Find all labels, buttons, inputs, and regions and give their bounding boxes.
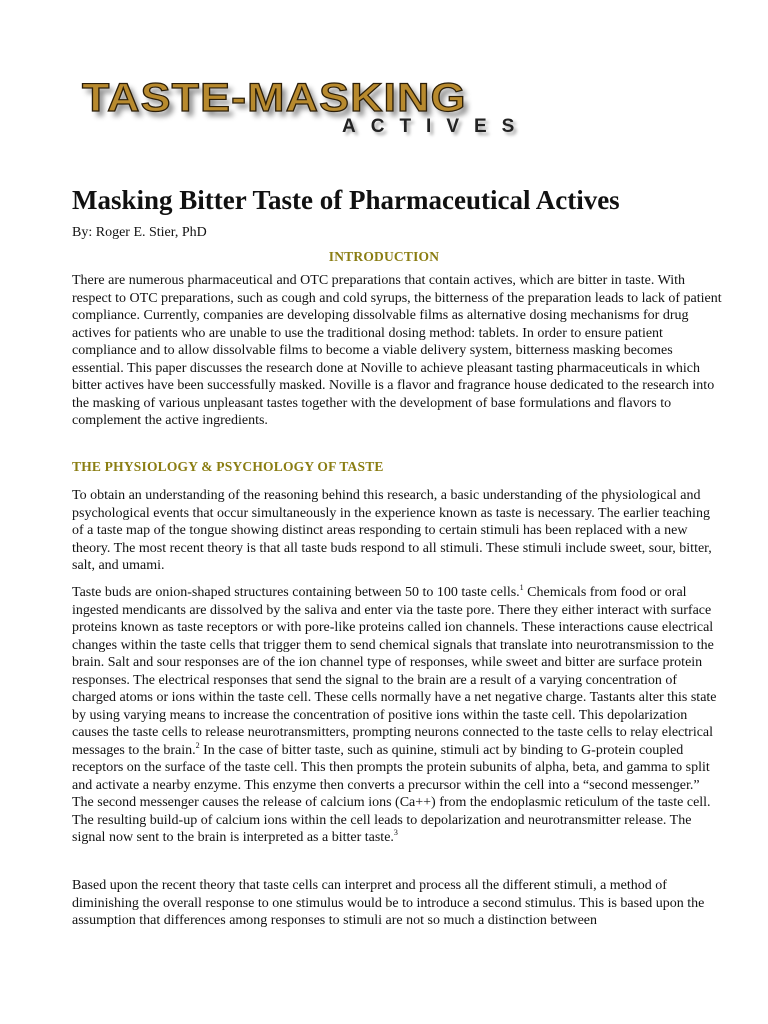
paragraph-text-part-2: Chemicals from food or oral ingested mendicants are dissolved by the saliva and enter via the taste pore. There they either interact with surface proteins known as taste receptors or with pore-like proteins called ion channels. These interactions cause electrical changes within the taste cells that trigger them to send chemical signals that translate into neurotransmission to the brain. Salt and sour responses are of the ion channel type of responses, while sweet and bitter are surface protein responses. The electrical responses that send the signal to the brain are a result of a varying concentration of charged atoms or ions within the taste cell. These cells normally have a net negative charge. Tastants alter this state by using varying means to increase the concentration of positive ions within the taste cell. This depolarization causes the taste cells to release neurotransmitters, prompting neurons connected to the taste cells to relay electrical messages to the brain. [72,585,717,758]
footnote-ref-2: 2 [195,740,200,750]
article-byline: By: Roger E. Stier, PhD [72,225,207,240]
footnote-ref-1: 1 [519,583,524,592]
introduction-heading: INTRODUCTION [328,249,440,264]
physiology-paragraph-2 [72,584,724,847]
physiology-paragraph-3: Based upon the recent theory that taste cells can interpret and process all the different stimuli, a method of diminishing the overall response to one stimulus would be to introduce a second stimulus. This is based upon the assumption that differences among responses to stimuli are not so much a distinction between [72,878,705,928]
footnote-ref-3: 3 [393,828,398,837]
logo-main-text: TASTE-MASKING [82,76,467,120]
taste-masking-actives-logo [80,78,550,150]
physiology-heading: THE PHYSIOLOGY & PSYCHOLOGY OF TASTE [72,459,384,474]
physiology-paragraph-1: To obtain an understanding of the reasoning behind this research, a basic understanding of the physiological and psychological events that occur simultaneously in the experience known as taste is necessary. The earlier teaching of a taste map of the tongue showing distinct areas responding to certain stimuli has been replaced with a new theory. The most recent theory is that all taste buds respond to all stimuli. These stimuli include sweet, sour, bitter, salt, and umami. [72,488,712,573]
article-title: Masking Bitter Taste of Pharmaceutical Actives [72,185,620,215]
paragraph-text-part-1: Taste buds are onion-shaped structures containing between 50 to 100 taste cells. [72,585,520,600]
paragraph-text-part-3: In the case of bitter taste, such as quinine, stimuli act by binding to G-protein coupled receptors on the surface of the taste cell. This then prompts the protein subunits of alpha, beta, and gamma to split and activate a nearby enzyme. This enzyme then converts a precursor within the cell into a “second messenger.” The second messenger causes the release of calcium ions (Ca++) from the endoplasmic reticulum of the taste cell. The resulting build-up of calcium ions within the cell leads to depolarization and neurotransmitter release. The signal now sent to the brain is interpreted as a bitter taste. [72,742,711,845]
logo-sub-text: ACTIVES [342,116,530,137]
introduction-paragraph: There are numerous pharmaceutical and OTC preparations that contain actives, which are bitter in taste. With respect to OTC preparations, such as cough and cold syrups, the bitterness of the preparation leads to lack of patient compliance. Currently, companies are developing dissolvable films as alternative dosing mechanisms for drug actives for patients who are unable to use the traditional dosing method: tablets. In order to ensure patient compliance and to allow dissolvable films to become a viable delivery system, bitterness masking becomes essential. This paper discusses the research done at Noville to achieve pleasant tasting pharmaceuticals in which bitter actives have been successfully masked. Noville is a flavor and fragrance house dedicated to the research into the masking of various unpleasant tastes together with the development of base formulations and flavors to complement the active ingredients. [72,273,722,428]
